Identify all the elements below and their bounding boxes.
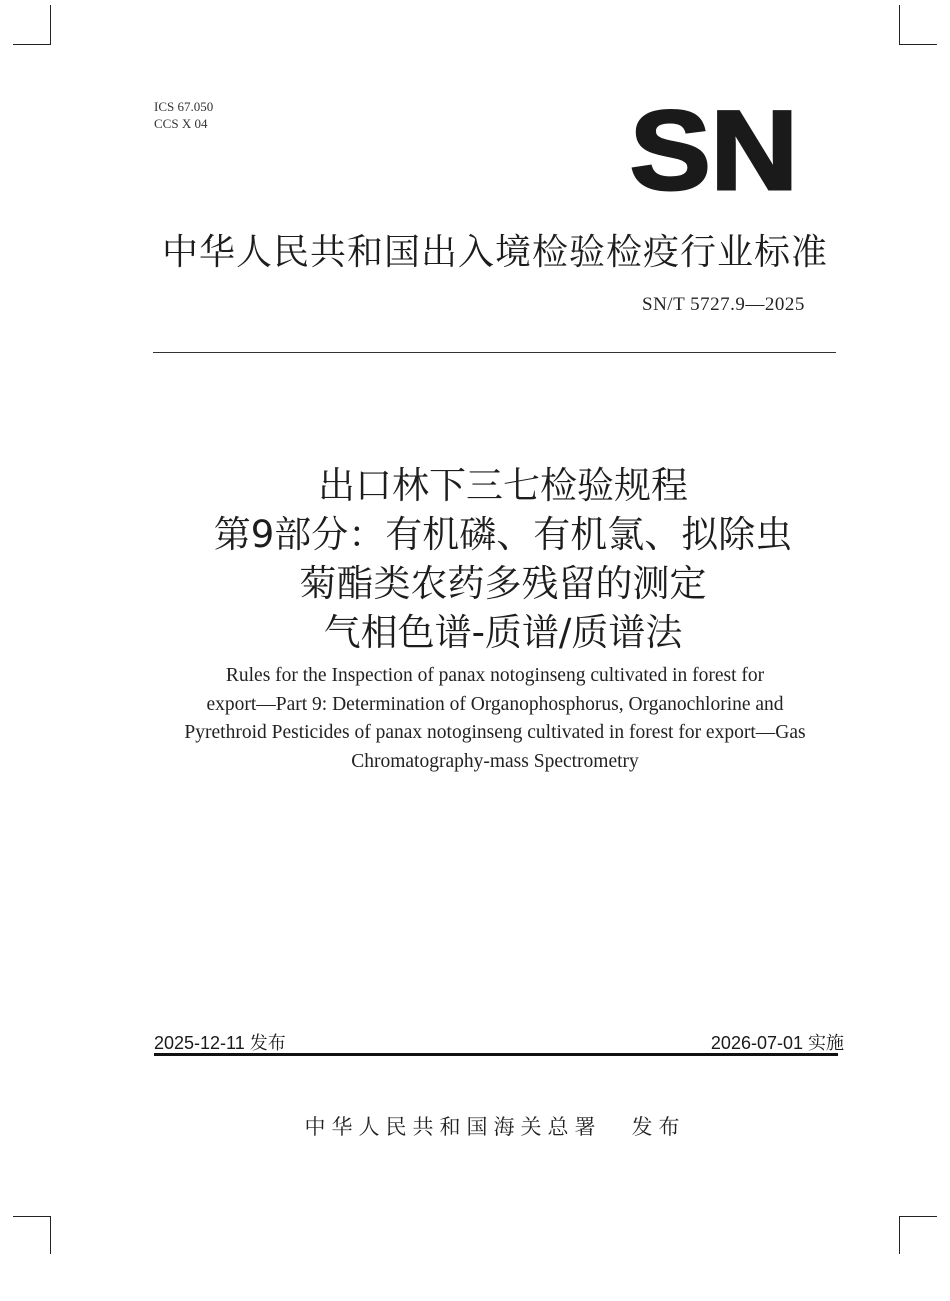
english-title-line: Rules for the Inspection of panax notoginseng cultivated in forest for <box>225 665 765 686</box>
chinese-title-line: 菊酯类农药多残留的测定 <box>299 562 707 605</box>
chinese-title-line: 气相色谱-质谱/质谱法 <box>323 611 683 654</box>
english-title-line: Chromatography-mass Spectrometry <box>351 750 639 772</box>
chinese-title <box>0 461 950 657</box>
footer-divider <box>154 1053 838 1056</box>
chinese-title-line: 出口林下三七检验规程 <box>318 464 688 507</box>
header-divider <box>153 352 836 353</box>
english-title <box>150 662 840 776</box>
sn-logo <box>628 101 800 197</box>
classification-codes <box>154 98 213 132</box>
issuer-line <box>0 1111 950 1141</box>
chinese-title-line: 第9部分：有机磷、有机氯、拟除虫 <box>213 513 793 556</box>
ics-code: ICS 67.050 <box>154 99 214 114</box>
english-title-line: Pyrethroid Pesticides of panax notoginseng cultivated in forest for export—Gas <box>184 722 806 743</box>
english-title-line: export—Part 9: Determination of Organophosphorus, Organochlorine and <box>206 693 784 715</box>
standard-number: SN/T 5727.9—2025 <box>642 294 805 315</box>
implementation-date: 2026-07-01 实施 <box>710 1033 844 1053</box>
issue-date: 2025-12-11 发布 <box>154 1033 286 1053</box>
sn-logo-text: SN <box>630 101 798 197</box>
organization-title: 中华人民共和国出入境检验检疫行业标准 <box>161 232 828 273</box>
issuer-name: 中华人民共和国海关总署 <box>304 1115 602 1139</box>
ccs-code: CCS X 04 <box>154 116 208 131</box>
issuer-action: 发布 <box>631 1115 686 1139</box>
